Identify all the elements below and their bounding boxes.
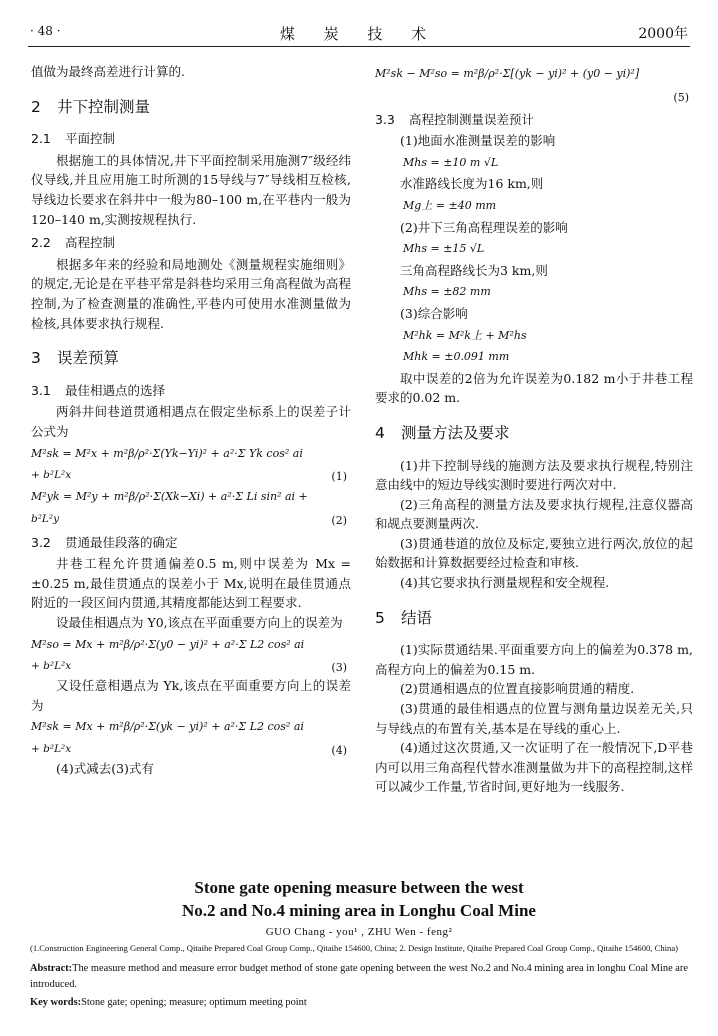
english-authors: GUO Chang - you¹ , ZHU Wen - feng² xyxy=(265,926,453,938)
equation-2-cont: b²L²y (2) xyxy=(31,509,351,529)
section-4-item-1: (1)井下控制导线的施测方法及要求执行规程,特别注意由线中的短边导线实测时要进行两次对中. xyxy=(375,457,693,493)
right-column xyxy=(375,62,693,797)
value-r1: Mg上 = ±40 mm xyxy=(403,198,497,212)
section-2-1-heading: 2.1 平面控制 xyxy=(31,131,116,147)
journal-title: 煤 炭 技 术 xyxy=(279,25,439,43)
section-3-2-heading: 3.2 贯通最佳段落的确定 xyxy=(31,534,178,550)
section-2-1-text: 根据施工的具体情况,井下平面控制采用施测7″级经纬仪导线,并且应用施工时所测的15导线与7″导线相互检核,导线边长要求在斜井中一般为80–100 m,在平巷内一般为120–140 m,实测按规程执行. xyxy=(31,152,351,227)
equation-1-cont: + b²L²x (1) xyxy=(31,465,351,485)
english-keywords xyxy=(30,995,688,1011)
english-abstract-block xyxy=(30,876,688,1011)
item-r2: (2)井下三角高程理误差的影响 xyxy=(400,219,568,235)
equation-5: M²sk − M²so = m²β/ρ²·Σ[(yk − yi)² + (y0 − yi)²] xyxy=(375,67,640,80)
section-2-2-text: 根据多年来的经验和局地测处《测量规程实施细则》的规定,无论是在平巷平常是斜巷均采用三角高程做为高程控制,为了检查测量的准确性,平巷内可使用水准测量做为检核,具体要求执行规程. xyxy=(31,256,351,331)
abstract-label: Abstract: xyxy=(30,963,73,974)
section-4-item-2: (2)三角高程的测量方法及要求执行规程,注意仪器高和觇点要测量两次. xyxy=(375,496,693,532)
keywords-text: Stone gate; opening; measure; optimum meeting point xyxy=(81,997,307,1008)
item-r2-text: 三角高程路线长为3 km,则 xyxy=(400,262,548,278)
section-4-heading: 4 测量方法及要求 xyxy=(375,423,510,442)
keywords-label: Key words: xyxy=(30,997,82,1008)
equation-1-number: (1) xyxy=(331,470,347,484)
item-r1: (1)地面水准测量误差的影响 xyxy=(400,133,556,149)
running-header xyxy=(30,20,688,46)
section-4-item-4: (4)其它要求执行测量规程和安全规程. xyxy=(400,575,610,591)
abstract-text: The measure method and measure error budget method of stone gate opening between the west No.2 and No.4 mining area in longhu Coal Mine are introduced. xyxy=(30,963,688,990)
equation-4: M²sk = Mx + m²β/ρ²·Σ(yk − yi)² + a²·Σ L2 cos² ai xyxy=(31,720,304,734)
equation-3-number: (3) xyxy=(331,661,347,675)
english-abstract xyxy=(30,961,688,993)
header-rule xyxy=(28,46,690,47)
section-3-heading: 3 误差预算 xyxy=(31,349,120,368)
equation-3-cont: + b²L²x (3) xyxy=(31,656,351,676)
equation-5-cont xyxy=(375,86,693,106)
section-3-3-heading: 3.3 高程控制测量误差预计 xyxy=(375,111,535,127)
section-2-heading: 2 井下控制测量 xyxy=(31,97,151,116)
section-3-2-text-2: 设最佳相遇点为 Y0,该点在平面重要方向上的误差为 xyxy=(56,615,343,631)
section-3-1-heading: 3.1 最佳相遇点的选择 xyxy=(31,382,166,398)
section-3-1-text: 两斜井间巷道贯通相遇点在假定坐标系上的误差子计公式为 xyxy=(31,404,351,439)
english-title-line-1: Stone gate opening measure between the west xyxy=(194,878,524,897)
value-r2: Mhs = ±82 mm xyxy=(403,285,491,299)
equation-5-number: (5) xyxy=(673,90,689,104)
section-5-heading: 5 结语 xyxy=(375,608,433,627)
formula-r2: Mhs = ±15 √L xyxy=(403,242,485,256)
section-5-item-2: (2)贯通相遇点的位置直接影响贯通的精度. xyxy=(400,681,635,697)
intro-line: 值做为最终高差进行计算的. xyxy=(31,64,185,79)
journal-year: 2000年 xyxy=(638,26,688,42)
value-r3: Mhk = ±0.091 mm xyxy=(403,350,510,364)
equation-2-number: (2) xyxy=(331,513,347,527)
equation-4-cont: + b²L²x (4) xyxy=(31,739,351,759)
english-title-line-2: No.2 and No.4 mining area in Longhu Coal Mine xyxy=(182,901,536,920)
section-2-2-heading: 2.2 高程控制 xyxy=(31,235,116,251)
page-number: · 48 · xyxy=(30,24,61,38)
english-affiliation: (1.Construction Engineering General Comp., Qitaihe Prepared Coal Group Comp., Qitaihe 154600, China; 2. Design Institute, Qitaihe Prepared Coal Group Comp., Qitaihe 154600, China) xyxy=(30,943,678,953)
item-r3-text: 取中误差的2倍为允许误差为0.182 m小于井巷工程要求的0.02 m. xyxy=(375,370,693,406)
equation-1: M²sk = M²x + m²β/ρ²·Σ(Yk−Yi)² + a²·Σ Yk cos² ai xyxy=(31,446,303,460)
section-5-item-1: (1)实际贯通结果.平面重要方向上的偏差为0.378 m,高程方向上的偏差为0.15 m. xyxy=(375,642,693,677)
equation-4-number: (4) xyxy=(331,744,347,758)
formula-r1: Mhs = ±10 m √L xyxy=(403,155,499,169)
item-r3: (3)综合影响 xyxy=(400,305,468,321)
formula-r3: M²hk = M²k上 + M²hs xyxy=(403,328,527,342)
item-r1-text: 水准路线长度为16 km,则 xyxy=(400,176,544,192)
section-3-2-text-4: (4)式减去(3)式有 xyxy=(56,761,154,777)
section-5-item-3: (3)贯通的最佳相遇点的位置与测角量边误差无关,只与导线点的布置有关,基本是在导线的重心上. xyxy=(375,701,693,736)
section-4-item-3: (3)贯通巷道的放位及标定,要独立进行两次,放位的起始数据和计算数据要经过检查和审核. xyxy=(375,535,693,571)
section-5-item-4: (4)通过这次贯通,又一次证明了在一般情况下,D平巷内可以用三角高程代替水准测量做为井下的高程控制,这样可以减少工作量,节省时间,更好地为一线服务. xyxy=(375,740,693,795)
section-3-2-text: 井巷工程允许贯通偏差0.5 m,则中误差为 Mx = ±0.25 m,最佳贯通点的误差小于 Mx,说明在最佳贯通点附近的一段区间内贯通,其精度都能达到工程要求. xyxy=(31,556,351,611)
equation-3: M²so = Mx + m²β/ρ²·Σ(y0 − yi)² + a²·Σ L2 cos² ai xyxy=(31,637,305,651)
left-column xyxy=(31,62,351,779)
equation-2: M²yk = M²y + m²β/ρ²·Σ(Xk−Xi) + a²·Σ Li sin² ai + xyxy=(31,490,308,504)
section-3-2-text-3: 又设任意相遇点为 Yk,该点在平面重要方向上的误差为 xyxy=(31,678,351,713)
